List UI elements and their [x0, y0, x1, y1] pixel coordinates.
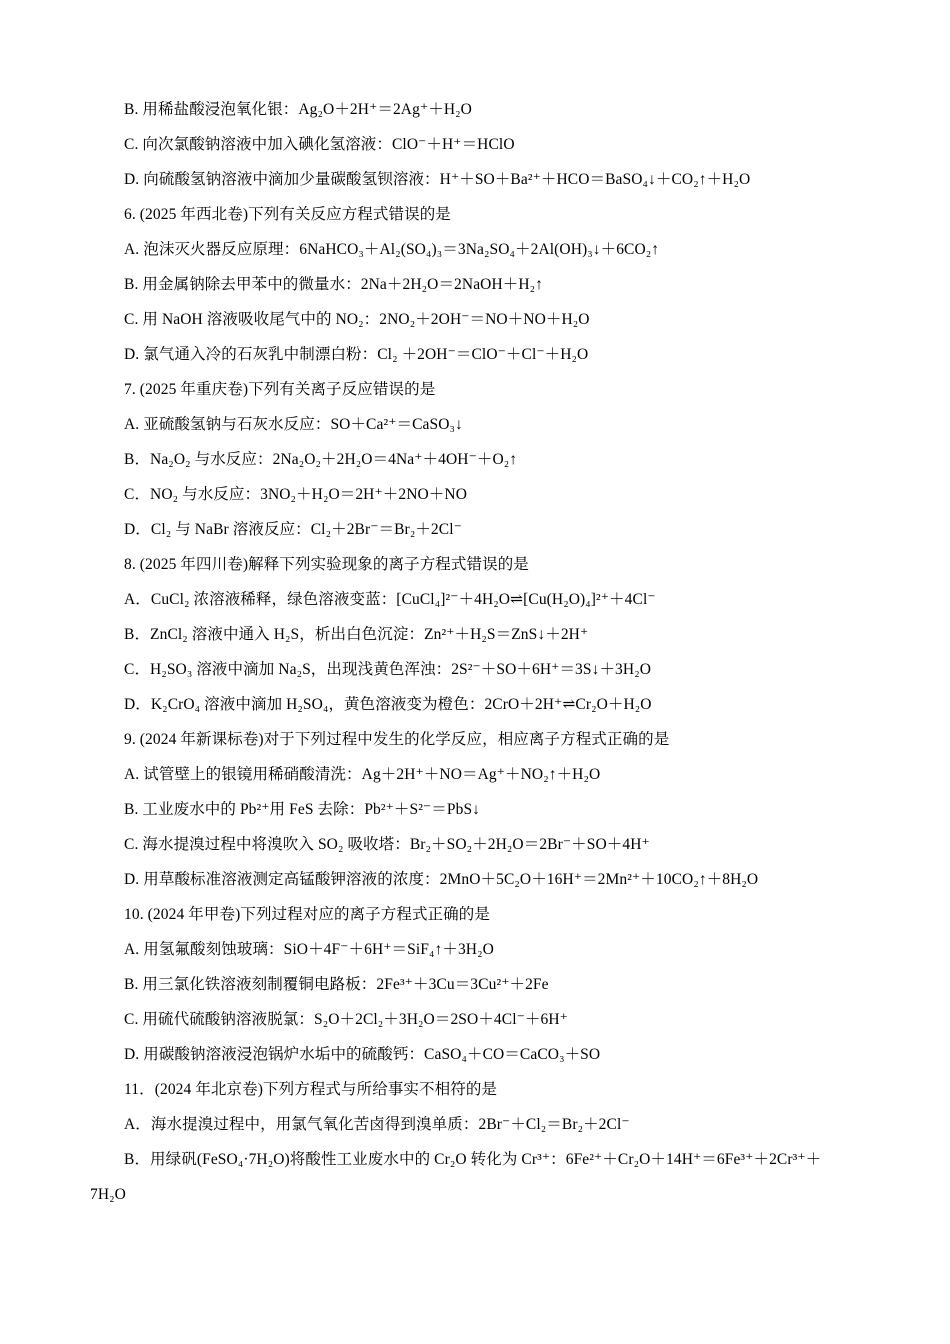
- option-8d: D．K₂CrO₄ 溶液中滴加 H₂SO₄，黄色溶液变为橙色：2CrO＋2H⁺⇌Cr₂O＋H₂O: [124, 696, 652, 713]
- question-10-stem: 10. (2024 年甲卷)下列过程对应的离子方程式正确的是: [124, 906, 490, 923]
- option-10a: A. 用氢氟酸刻蚀玻璃：SiO＋4F⁻＋6H⁺＝SiF₄↑＋3H₂O: [124, 941, 494, 958]
- option-8a: A．CuCl₂ 浓溶液稀释，绿色溶液变蓝：[CuCl₄]²⁻＋4H₂O⇌[Cu(H₂O)₄]²⁺＋4Cl⁻: [124, 591, 656, 608]
- question-11-stem: 11．(2024 年北京卷)下列方程式与所给事实不相符的是: [124, 1081, 498, 1098]
- option-10b: B. 用三氯化铁溶液刻制覆铜电路板：2Fe³⁺＋3Cu＝3Cu²⁺＋2Fe: [124, 976, 549, 993]
- option-7d: D．Cl₂ 与 NaBr 溶液反应：Cl₂＋2Br⁻＝Br₂＋2Cl⁻: [124, 521, 462, 538]
- option-6c: C. 用 NaOH 溶液吸收尾气中的 NO₂：2NO₂＋2OH⁻＝NO＋NO＋H₂O: [124, 311, 590, 328]
- option-5d: D. 向硫酸氢钠溶液中滴加少量碳酸氢钡溶液：H⁺＋SO＋Ba²⁺＋HCO＝BaSO₄↓＋CO₂↑＋H₂O: [124, 171, 751, 188]
- option-8b: B．ZnCl₂ 溶液中通入 H₂S，析出白色沉淀：Zn²⁺＋H₂S＝ZnS↓＋2H⁺: [124, 626, 589, 643]
- question-7-stem: 7. (2025 年重庆卷)下列有关离子反应错误的是: [124, 381, 436, 398]
- option-6d: D. 氯气通入冷的石灰乳中制漂白粉：Cl₂ ＋2OH⁻＝ClO⁻＋Cl⁻＋H₂O: [124, 346, 589, 363]
- question-8-stem: 8. (2025 年四川卷)解释下列实验现象的离子方程式错误的是: [124, 556, 529, 573]
- option-9a: A. 试管壁上的银镜用稀硝酸清洗：Ag＋2H⁺＋NO＝Ag⁺＋NO₂↑＋H₂O: [124, 766, 601, 783]
- option-6a: A. 泡沫灭火器反应原理：6NaHCO₃＋Al₂(SO₄)₃＝3Na₂SO₄＋2Al(OH)₃↓＋6CO₂↑: [124, 241, 660, 258]
- option-10d: D. 用碳酸钠溶液浸泡锅炉水垢中的硫酸钙：CaSO₄＋CO＝CaCO₃＋SO: [124, 1046, 601, 1063]
- option-6b: B. 用金属钠除去甲苯中的微量水：2Na＋2H₂O＝2NaOH＋H₂↑: [124, 276, 544, 293]
- option-7c: C．NO₂ 与水反应：3NO₂＋H₂O＝2H⁺＋2NO＋NO: [124, 486, 467, 503]
- option-5b: B. 用稀盐酸浸泡氧化银：Ag₂O＋2H⁺＝2Ag⁺＋H₂O: [124, 101, 472, 118]
- option-11a: A．海水提溴过程中，用氯气氧化苦卤得到溴单质：2Br⁻＋Cl₂＝Br₂＋2Cl⁻: [124, 1116, 630, 1133]
- question-6-stem: 6. (2025 年西北卷)下列有关反应方程式错误的是: [124, 206, 451, 223]
- option-7b: B．Na₂O₂ 与水反应：2Na₂O₂＋2H₂O＝4Na⁺＋4OH⁻＋O₂↑: [124, 451, 518, 468]
- option-7a: A. 亚硫酸氢钠与石灰水反应：SO＋Ca²⁺＝CaSO₃↓: [124, 416, 463, 433]
- option-11b-continuation: 7H₂O: [90, 1186, 126, 1203]
- option-5c: C. 向次氯酸钠溶液中加入碘化氢溶液：ClO⁻＋H⁺＝HClO: [124, 136, 515, 153]
- option-9d: D. 用草酸标准溶液测定高锰酸钾溶液的浓度：2MnO＋5C₂O＋16H⁺＝2Mn²⁺＋10CO₂↑＋8H₂O: [124, 871, 759, 888]
- question-9-stem: 9. (2024 年新课标卷)对于下列过程中发生的化学反应，相应离子方程式正确的是: [124, 731, 670, 748]
- option-9c: C. 海水提溴过程中将溴吹入 SO₂ 吸收塔：Br₂＋SO₂＋2H₂O＝2Br⁻＋SO＋4H⁺: [124, 836, 650, 853]
- option-9b: B. 工业废水中的 Pb²⁺用 FeS 去除：Pb²⁺＋S²⁻＝PbS↓: [124, 801, 481, 818]
- option-8c: C．H₂SO₃ 溶液中滴加 Na₂S，出现浅黄色浑浊：2S²⁻＋SO＋6H⁺＝3S↓＋3H₂O: [124, 661, 652, 678]
- option-11b: B．用绿矾(FeSO₄·7H₂O)将酸性工业废水中的 Cr₂O 转化为 Cr³⁺：6Fe²⁺＋Cr₂O＋14H⁺＝6Fe³⁺＋2Cr³⁺＋: [124, 1151, 822, 1168]
- option-10c: C. 用硫代硫酸钠溶液脱氯：S₂O＋2Cl₂＋3H₂O＝2SO＋4Cl⁻＋6H⁺: [124, 1011, 568, 1028]
